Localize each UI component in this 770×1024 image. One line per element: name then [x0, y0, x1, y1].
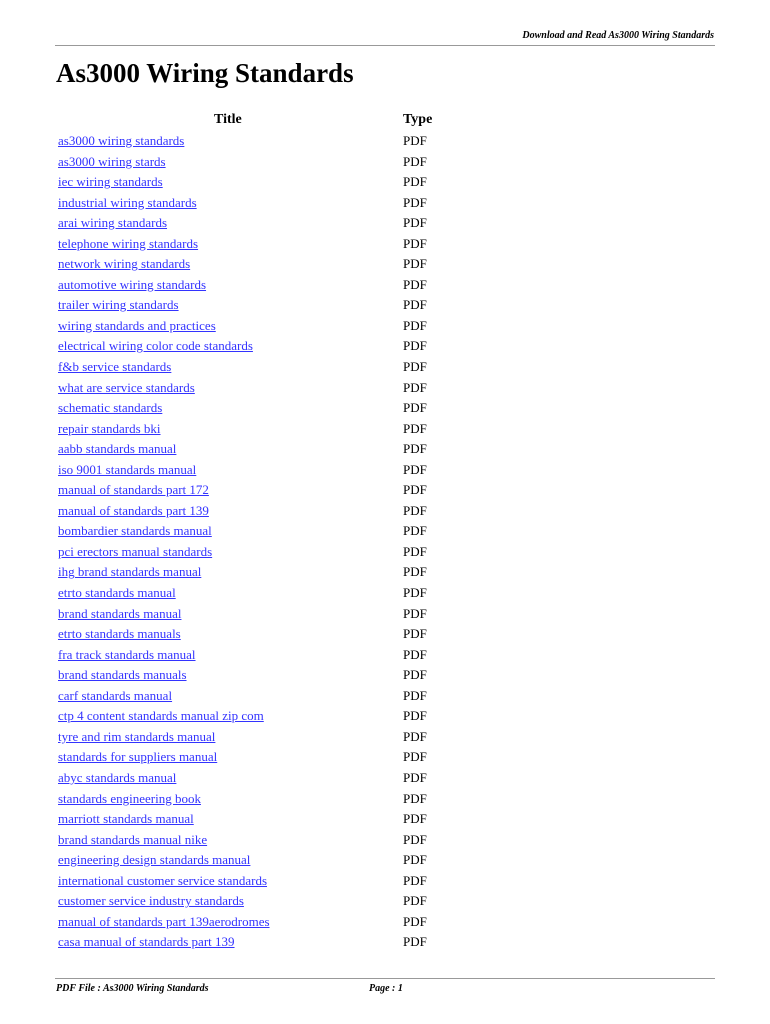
document-title-link[interactable]: etrto standards manuals — [58, 626, 181, 642]
document-type-label: PDF — [403, 749, 427, 765]
document-type-label: PDF — [403, 831, 427, 847]
document-title-link[interactable]: brand standards manual — [58, 605, 182, 621]
document-type-label: PDF — [403, 276, 427, 292]
document-title-link[interactable]: wiring standards and practices — [58, 317, 216, 333]
document-type-label: PDF — [403, 852, 427, 868]
footer-page-number: Page : 1 — [369, 983, 403, 994]
table-row — [58, 336, 458, 357]
document-title-link[interactable]: schematic standards — [58, 400, 163, 416]
type-column-header: Type — [403, 112, 433, 127]
document-type-label: PDF — [403, 913, 427, 929]
document-type-label: PDF — [403, 708, 427, 724]
document-type-label: PDF — [403, 893, 427, 909]
table-row — [58, 706, 458, 727]
document-title-link[interactable]: tyre and rim standards manual — [58, 728, 216, 744]
table-row — [58, 460, 458, 481]
document-type-label: PDF — [403, 626, 427, 642]
table-row — [58, 583, 458, 604]
document-title-link[interactable]: repair standards bki — [58, 420, 161, 436]
table-row — [58, 789, 458, 810]
document-type-label: PDF — [403, 811, 427, 827]
title-column-header: Title — [214, 112, 242, 127]
table-row — [58, 378, 458, 399]
running-header: Download and Read As3000 Wiring Standards — [522, 30, 714, 41]
document-title-link[interactable]: pci erectors manual standards — [58, 543, 213, 559]
document-type-label: PDF — [403, 400, 427, 416]
footer-file-name: PDF File : As3000 Wiring Standards — [56, 983, 209, 994]
document-type-label: PDF — [403, 174, 427, 190]
table-row — [58, 686, 458, 707]
document-type-label: PDF — [403, 502, 427, 518]
table-row — [58, 398, 458, 419]
document-title-link[interactable]: f&b service standards — [58, 359, 172, 375]
table-row — [58, 419, 458, 440]
document-title-link[interactable]: ctp 4 content standards manual zip com — [58, 708, 264, 724]
document-type-label: PDF — [403, 256, 427, 272]
document-title-link[interactable]: marriott standards manual — [58, 811, 194, 827]
document-title-link[interactable]: telephone wiring standards — [58, 235, 199, 251]
document-type-label: PDF — [403, 728, 427, 744]
document-title-link[interactable]: engineering design standards manual — [58, 852, 251, 868]
table-row — [58, 768, 458, 789]
document-title-link[interactable]: carf standards manual — [58, 687, 173, 703]
table-row — [58, 480, 458, 501]
table-row — [58, 275, 458, 296]
table-row — [58, 193, 458, 214]
document-title-link[interactable]: casa manual of standards part 139 — [58, 934, 235, 950]
document-type-label: PDF — [403, 523, 427, 539]
document-title-link[interactable]: as3000 wiring stards — [58, 153, 166, 169]
table-row — [58, 747, 458, 768]
document-title-link[interactable]: what are service standards — [58, 379, 195, 395]
table-row — [58, 604, 458, 625]
table-row — [58, 131, 458, 152]
document-type-label: PDF — [403, 769, 427, 785]
table-row — [58, 439, 458, 460]
table-row — [58, 542, 458, 563]
document-list — [58, 131, 458, 953]
table-row — [58, 562, 458, 583]
table-row — [58, 932, 458, 953]
document-title-link[interactable]: manual of standards part 172 — [58, 482, 209, 498]
table-row — [58, 727, 458, 748]
table-row — [58, 152, 458, 173]
document-type-label: PDF — [403, 872, 427, 888]
document-type-label: PDF — [403, 338, 427, 354]
document-type-label: PDF — [403, 667, 427, 683]
document-title-link[interactable]: brand standards manual nike — [58, 831, 208, 847]
document-type-label: PDF — [403, 790, 427, 806]
document-type-label: PDF — [403, 585, 427, 601]
document-type-label: PDF — [403, 153, 427, 169]
document-type-label: PDF — [403, 441, 427, 457]
document-title-link[interactable]: network wiring standards — [58, 256, 191, 272]
document-type-label: PDF — [403, 194, 427, 210]
table-row — [58, 316, 458, 337]
table-row — [58, 234, 458, 255]
document-title-link[interactable]: arai wiring standards — [58, 215, 168, 231]
table-row — [58, 357, 458, 378]
document-title-link[interactable]: bombardier standards manual — [58, 523, 212, 539]
document-title-link[interactable]: abyc standards manual — [58, 769, 177, 785]
table-row — [58, 295, 458, 316]
document-type-label: PDF — [403, 646, 427, 662]
document-type-label: PDF — [403, 297, 427, 313]
document-title-link[interactable]: etrto standards manual — [58, 585, 176, 601]
document-title-link[interactable]: trailer wiring standards — [58, 297, 179, 313]
document-type-label: PDF — [403, 317, 427, 333]
table-row — [58, 850, 458, 871]
document-type-label: PDF — [403, 235, 427, 251]
document-title-link[interactable]: customer service industry standards — [58, 893, 244, 909]
document-title-link[interactable]: brand standards manuals — [58, 667, 187, 683]
document-title-link[interactable]: manual of standards part 139 — [58, 502, 209, 518]
header-divider — [55, 45, 715, 46]
document-type-label: PDF — [403, 379, 427, 395]
table-row — [58, 624, 458, 645]
document-type-label: PDF — [403, 133, 427, 148]
document-title-link[interactable]: aabb standards manual — [58, 441, 177, 457]
document-type-label: PDF — [403, 482, 427, 498]
table-row — [58, 172, 458, 193]
document-title-link[interactable]: iso 9001 standards manual — [58, 461, 197, 477]
page-title: As3000 Wiring Standards — [56, 58, 354, 88]
document-type-label: PDF — [403, 461, 427, 477]
table-row — [58, 871, 458, 892]
table-row — [58, 830, 458, 851]
document-title-link[interactable]: fra track standards manual — [58, 646, 196, 662]
table-row — [58, 521, 458, 542]
document-title-link[interactable]: international customer service standards — [58, 872, 268, 888]
document-title-link[interactable]: standards for suppliers manual — [58, 749, 218, 765]
table-row — [58, 809, 458, 830]
document-type-label: PDF — [403, 420, 427, 436]
table-row — [58, 501, 458, 522]
table-row — [58, 665, 458, 686]
table-row — [58, 912, 458, 933]
document-title-link[interactable]: automotive wiring standards — [58, 276, 207, 292]
document-type-label: PDF — [403, 605, 427, 621]
document-title-link[interactable]: standards engineering book — [58, 790, 201, 806]
document-type-label: PDF — [403, 215, 427, 231]
document-type-label: PDF — [403, 359, 427, 375]
document-title-link[interactable]: iec wiring standards — [58, 174, 163, 190]
document-type-label: PDF — [403, 934, 427, 950]
footer-divider — [55, 978, 715, 979]
table-row — [58, 891, 458, 912]
document-type-label: PDF — [403, 543, 427, 559]
document-title-link[interactable]: industrial wiring standards — [58, 194, 197, 210]
table-row — [58, 645, 458, 666]
table-row — [58, 254, 458, 275]
document-type-label: PDF — [403, 564, 427, 580]
document-title-link[interactable]: manual of standards part 139aerodromes — [58, 913, 270, 929]
document-title-link[interactable]: as3000 wiring standards — [58, 133, 185, 148]
document-title-link[interactable]: electrical wiring color code standards — [58, 338, 253, 354]
document-type-label: PDF — [403, 687, 427, 703]
table-row — [58, 213, 458, 234]
document-title-link[interactable]: ihg brand standards manual — [58, 564, 202, 580]
